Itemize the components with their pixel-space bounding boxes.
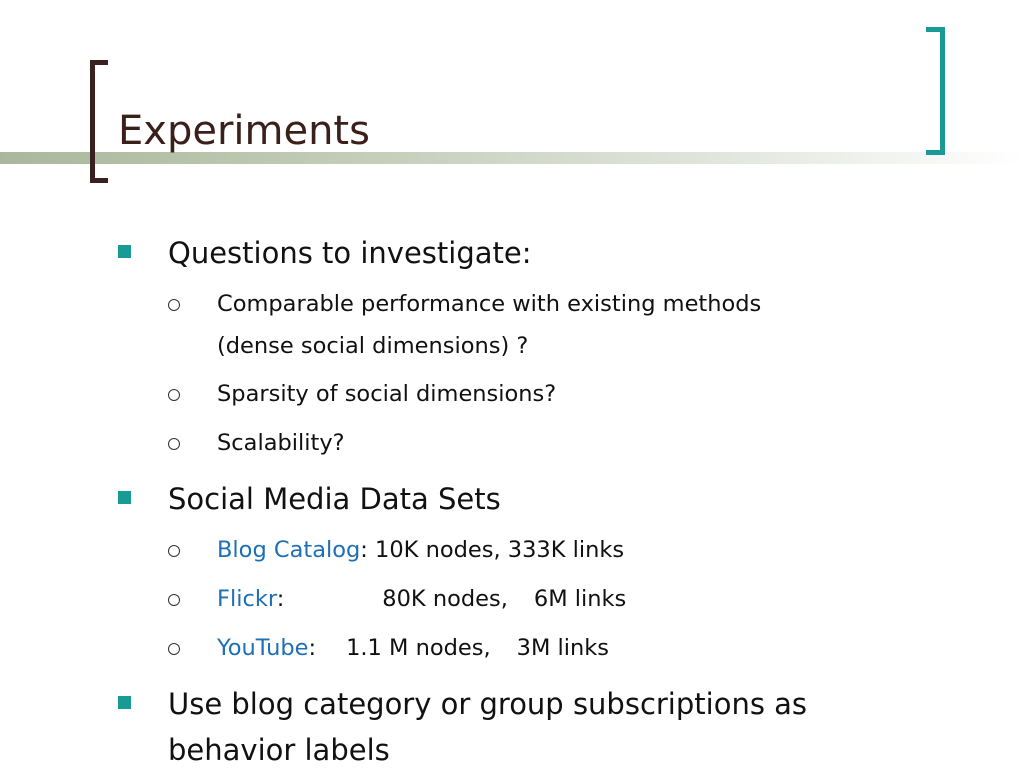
bullet-text: Social Media Data Sets bbox=[168, 482, 501, 516]
square-bullet-icon bbox=[118, 696, 131, 709]
dataset-name-link[interactable]: Flickr bbox=[217, 586, 277, 612]
dataset-links: 333K links bbox=[507, 537, 625, 563]
bullet-text: Questions to investigate: bbox=[168, 236, 532, 270]
dataset-line bbox=[217, 529, 624, 571]
circle-bullet-icon bbox=[168, 545, 180, 557]
bullet-text: Use blog category or group subscriptions as bbox=[168, 687, 808, 721]
dataset-name-link[interactable]: Blog Catalog bbox=[217, 537, 361, 563]
dataset-sep: : bbox=[360, 537, 368, 563]
dataset-sep: : bbox=[308, 635, 317, 661]
dataset-line bbox=[217, 578, 626, 620]
dataset-links: 3M links bbox=[516, 635, 610, 661]
dataset-sep: : bbox=[276, 586, 285, 612]
dataset-name-link[interactable]: YouTube bbox=[217, 635, 309, 661]
sub-bullet-text: Scalability? bbox=[217, 430, 345, 456]
dataset-links: 6M links bbox=[533, 586, 627, 612]
right-bracket-decoration bbox=[926, 27, 945, 155]
circle-bullet-icon bbox=[168, 594, 180, 606]
circle-bullet-icon bbox=[168, 299, 180, 311]
circle-bullet-icon bbox=[168, 389, 180, 401]
dataset-nodes: 80K nodes, bbox=[382, 586, 508, 612]
dataset-line bbox=[217, 627, 609, 669]
left-bracket-decoration bbox=[90, 60, 108, 183]
sub-bullet-text: Comparable performance with existing methods bbox=[217, 291, 762, 317]
circle-bullet-icon bbox=[168, 438, 180, 450]
dataset-nodes: 1.1 M nodes, bbox=[346, 635, 491, 661]
slide-title: Experiments bbox=[118, 108, 370, 154]
circle-bullet-icon bbox=[168, 643, 180, 655]
bullet-text: behavior labels bbox=[168, 733, 390, 767]
sub-bullet-text: Sparsity of social dimensions? bbox=[217, 381, 557, 407]
dataset-nodes: 10K nodes, bbox=[375, 537, 501, 563]
square-bullet-icon bbox=[118, 245, 131, 258]
sub-bullet-text: (dense social dimensions) ? bbox=[217, 333, 529, 359]
square-bullet-icon bbox=[118, 491, 131, 504]
